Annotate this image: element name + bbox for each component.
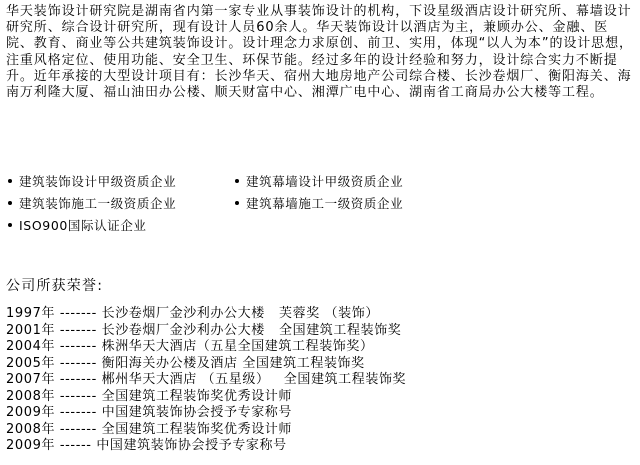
honor-row xyxy=(6,323,634,340)
honor-text: 长沙卷烟厂金沙利办公大楼 芙蓉奖 （装饰） xyxy=(101,306,379,321)
honor-year: 2008年 xyxy=(6,421,56,437)
honor-text: 衡阳海关办公楼及酒店 全国建筑工程装饰奖 xyxy=(101,355,365,371)
honor-dash: ------- xyxy=(59,355,97,371)
honor-dash: ------- xyxy=(59,322,97,338)
honor-row xyxy=(6,405,634,422)
qualification-row xyxy=(4,170,634,192)
honor-dash: ------- xyxy=(59,388,97,404)
honor-text: 中国建筑装饰协会授予专家称号 xyxy=(96,438,287,453)
qualification-label: ISO900国际认证企业 xyxy=(19,218,147,233)
qualification-label: 建筑装饰设计甲级资质企业 xyxy=(19,174,177,189)
qualification-row xyxy=(4,214,634,236)
honor-year: 2005年 xyxy=(6,355,56,371)
qualification-list xyxy=(4,170,634,236)
honor-year: 2007年 xyxy=(6,372,56,387)
qualification-label: 建筑幕墙施工一级资质企业 xyxy=(246,196,404,211)
honor-row xyxy=(6,372,634,389)
honor-text: 全国建筑工程装饰奖优秀设计师 xyxy=(101,388,293,404)
honor-row xyxy=(6,356,634,373)
honor-text: 长沙卷烟厂金沙利办公大楼 全国建筑工程装饰奖 xyxy=(101,322,402,338)
honor-year: 2009年 xyxy=(6,438,56,453)
honor-row xyxy=(6,422,634,439)
honor-year: 2001年 xyxy=(6,322,56,338)
honor-dash: ------- xyxy=(59,421,97,437)
honor-year: 1997年 xyxy=(6,306,56,321)
honor-dash: ------ xyxy=(59,438,92,453)
honor-row xyxy=(6,389,634,406)
qualification-item xyxy=(4,194,231,212)
honors-title: 公司所获荣誉: xyxy=(6,278,104,294)
qualification-label: 建筑幕墙设计甲级资质企业 xyxy=(246,174,404,189)
honor-year: 2008年 xyxy=(6,388,56,404)
qualification-label: 建筑装饰施工一级资质企业 xyxy=(19,196,177,211)
honor-text: 郴州华天大酒店 （五星级） 全国建筑工程装饰奖 xyxy=(101,372,407,387)
qualification-item xyxy=(4,216,231,234)
qualification-item xyxy=(231,194,403,212)
honor-text: 全国建筑工程装饰奖优秀设计师 xyxy=(101,421,293,437)
honor-dash: ------- xyxy=(59,339,97,354)
honor-dash: ------- xyxy=(59,306,97,321)
qualification-item xyxy=(231,172,403,190)
bullet-icon xyxy=(235,179,239,183)
honor-row xyxy=(6,438,634,455)
bullet-icon xyxy=(8,201,12,205)
honor-year: 2004年 xyxy=(6,339,56,354)
honor-dash: ------- xyxy=(59,405,97,420)
honor-row xyxy=(6,306,634,323)
qualification-item xyxy=(4,172,231,190)
qualification-row xyxy=(4,192,634,214)
bullet-icon xyxy=(8,179,12,183)
honors-list xyxy=(6,306,634,455)
honor-text: 中国建筑装饰协会授予专家称号 xyxy=(101,405,293,420)
bullet-icon xyxy=(235,201,239,205)
bullet-icon xyxy=(8,223,12,227)
honor-text: 株洲华天大酒店（五星全国建筑工程装饰奖） xyxy=(101,339,374,354)
honor-row xyxy=(6,339,634,356)
honor-dash: ------- xyxy=(59,372,97,387)
company-introduction: 华天装饰设计研究院是湖南省内第一家专业从事装饰设计的机构，下设星级酒店设计研究所、幕墙设计研究所、综合设计研究所，现有设计人员60余人。华天装饰设计以酒店为主，兼顾办公、金融、医院、教育、商业等公共建筑装饰设计。设计理念力求原创、前卫、实用，体现“以人为本”的设计思想，注重风格定位、使用功能、安全卫生、环保节能。经过多年的设计经验和努力，设计综合实力不断提升。近年承接的大型设计项目有：长沙华天、宿州大地房地产公司综合楼、长沙卷烟厂、衡阳海关、海南万利隆大厦、福山油田办公楼、顺天财富中心、湘潭广电中心、湖南省工商局办公大楼等工程。 xyxy=(6,4,633,101)
honor-year: 2009年 xyxy=(6,405,56,420)
